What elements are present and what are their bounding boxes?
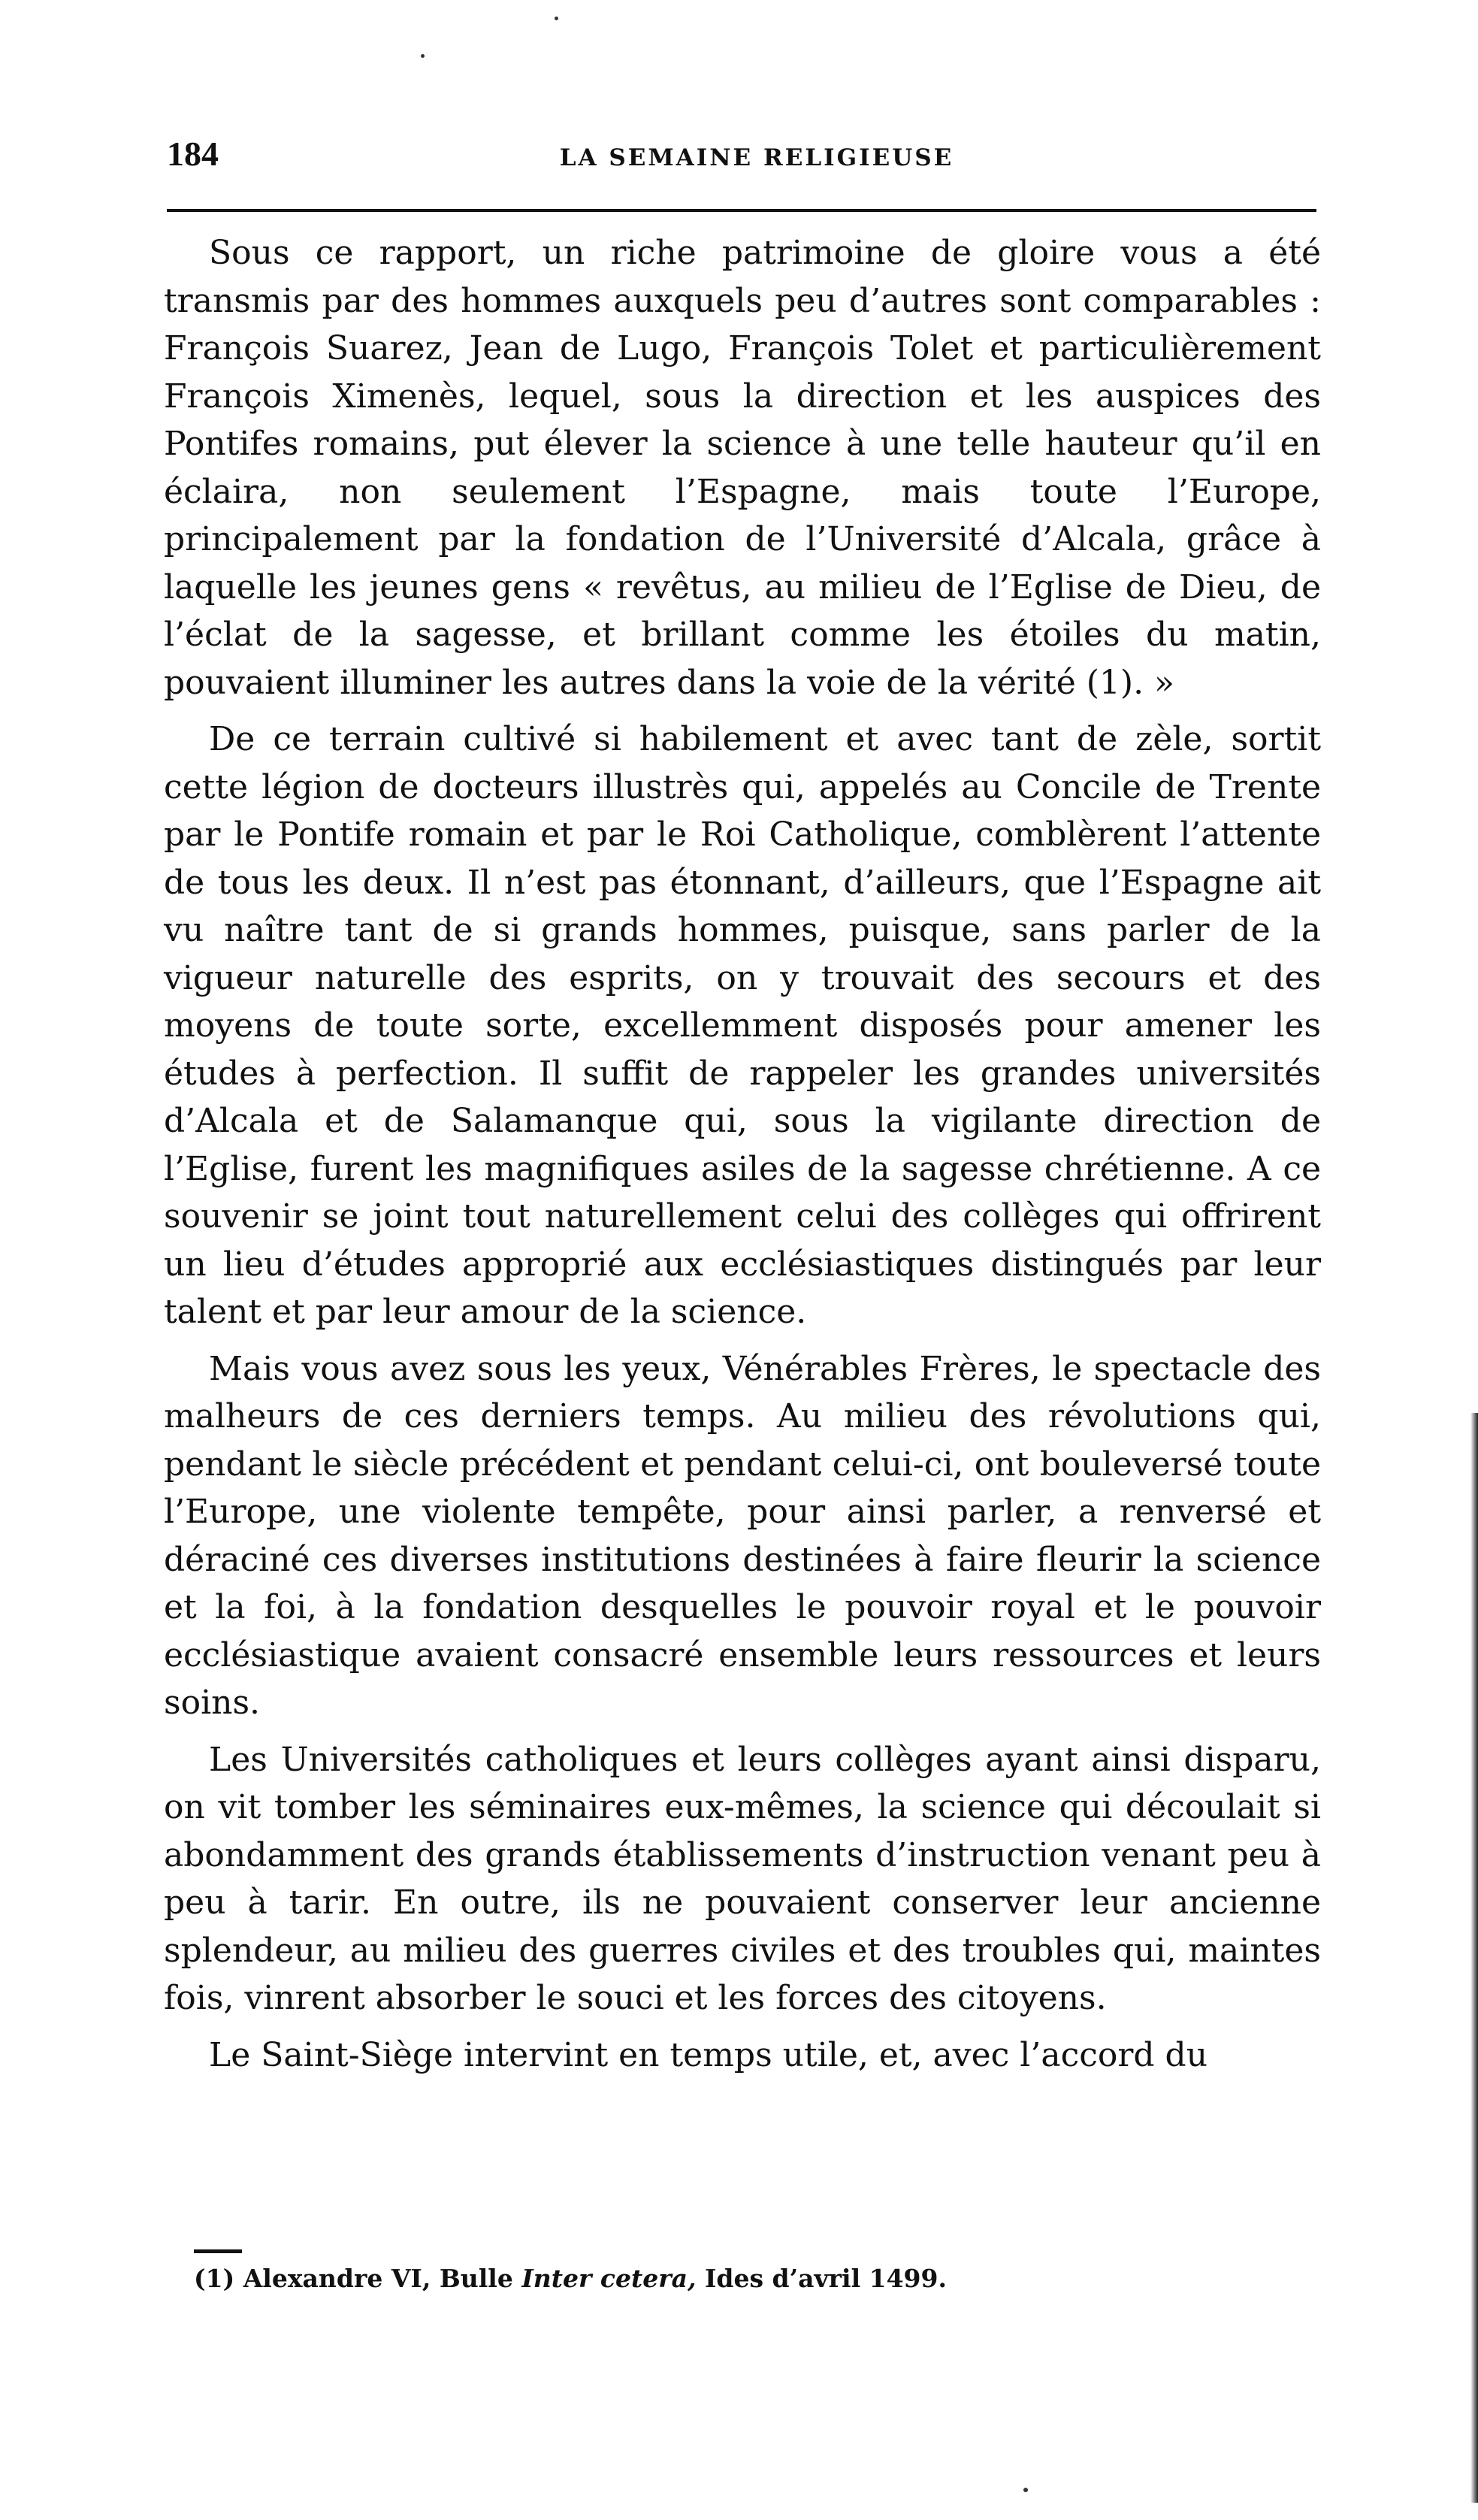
- footnote-marker: (1): [194, 2264, 235, 2293]
- paragraph-5: Le Saint-Siège intervint en temps utile, et, avec l’accord du: [209, 2035, 1208, 2074]
- footnote-rule: [194, 2249, 242, 2253]
- running-title: LA SEMAINE RELIGIEUSE: [559, 144, 954, 171]
- paragraph-2: De ce terrain cultivé si habilement et avec tant de zèle, sortit cette légion de docteurs illustrès qui, appelés au Concile de Trente par le Pontife romain et par le Roi Catholique, comblèrent l’attente de tous les deux. Il n’est pas étonnant, d’ailleurs, que l’Espagne ait vu naître tant de si grands hommes, puisque, sans parler de la vigueur naturelle des esprits, on y trouvait des secours et des moyens de toute sorte, excellemment disposés pour amener les études à perfection. Il suffit de rappeler les grandes universités d’Alcala et de Salamanque qui, sous la vigilante direction de l’Eglise, furent les magnifiques asiles de la sagesse chrétienne. A ce souvenir se joint tout naturellement celui des collèges qui offrirent un lieu d’études approprié aux ecclésiastiques distingués par leur talent et par leur amour de la science.: [164, 720, 1321, 1331]
- footnote-date: Ides d’avril 1499.: [704, 2264, 947, 2293]
- header-rule: [167, 209, 1316, 212]
- footnote-bull-title: Inter cetera,: [521, 2264, 697, 2293]
- footnote: [194, 2264, 947, 2293]
- paragraph-3: Mais vous avez sous les yeux, Vénérables Frères, le spectacle des malheurs de ces derniers temps. Au milieu des révolutions qui, pendant le siècle précédent et pendant celui-ci, ont bouleversé toute l’Europe, une violente tempête, pour ainsi parler, a renversé et déraciné ces diverses institutions destinées à faire fleurir la science et la foi, à la fondation desquelles le pouvoir royal et le pouvoir ecclésiastique avaient consacré ensemble leurs ressources et leurs soins.: [164, 1349, 1321, 1722]
- page-number: 184: [167, 135, 219, 173]
- footnote-bull: Bulle: [439, 2264, 513, 2293]
- footnote-author: Alexandre VI,: [243, 2264, 431, 2293]
- page-header: [167, 134, 1316, 179]
- page-edge-shadow: [1470, 1413, 1478, 2503]
- scan-speck: [421, 54, 425, 58]
- scan-speck: [555, 17, 558, 20]
- body-text: [164, 229, 1321, 2088]
- paragraph-4: Les Universités catholiques et leurs collèges ayant ainsi disparu, on vit tomber les séminaires eux-mêmes, la science qui découlait si abondamment des grands établissements d’instruction venant peu à peu à tarir. En outre, ils ne pouvaient conserver leur ancienne splendeur, au milieu des guerres civiles et des troubles qui, maintes fois, vinrent absorber le souci et les forces des citoyens.: [164, 1740, 1321, 2017]
- scan-speck: [1023, 2488, 1028, 2492]
- paragraph-1: Sous ce rapport, un riche patrimoine de gloire vous a été transmis par des hommes auxquels peu d’autres sont comparables : François Suarez, Jean de Lugo, François Tolet et particulièrement François Ximenès, lequel, sous la direction et les auspices des Pontifes romains, put élever la science à une telle hauteur qu’il en éclaira, non seulement l’Espagne, mais toute l’Europe, principalement par la fondation de l’Université d’Alcala, grâce à laquelle les jeunes gens « revêtus, au milieu de l’Eglise de Dieu, de l’éclat de la sagesse, et brillant comme les étoiles du matin, pouvaient illuminer les autres dans la voie de la vérité (1). »: [164, 234, 1321, 702]
